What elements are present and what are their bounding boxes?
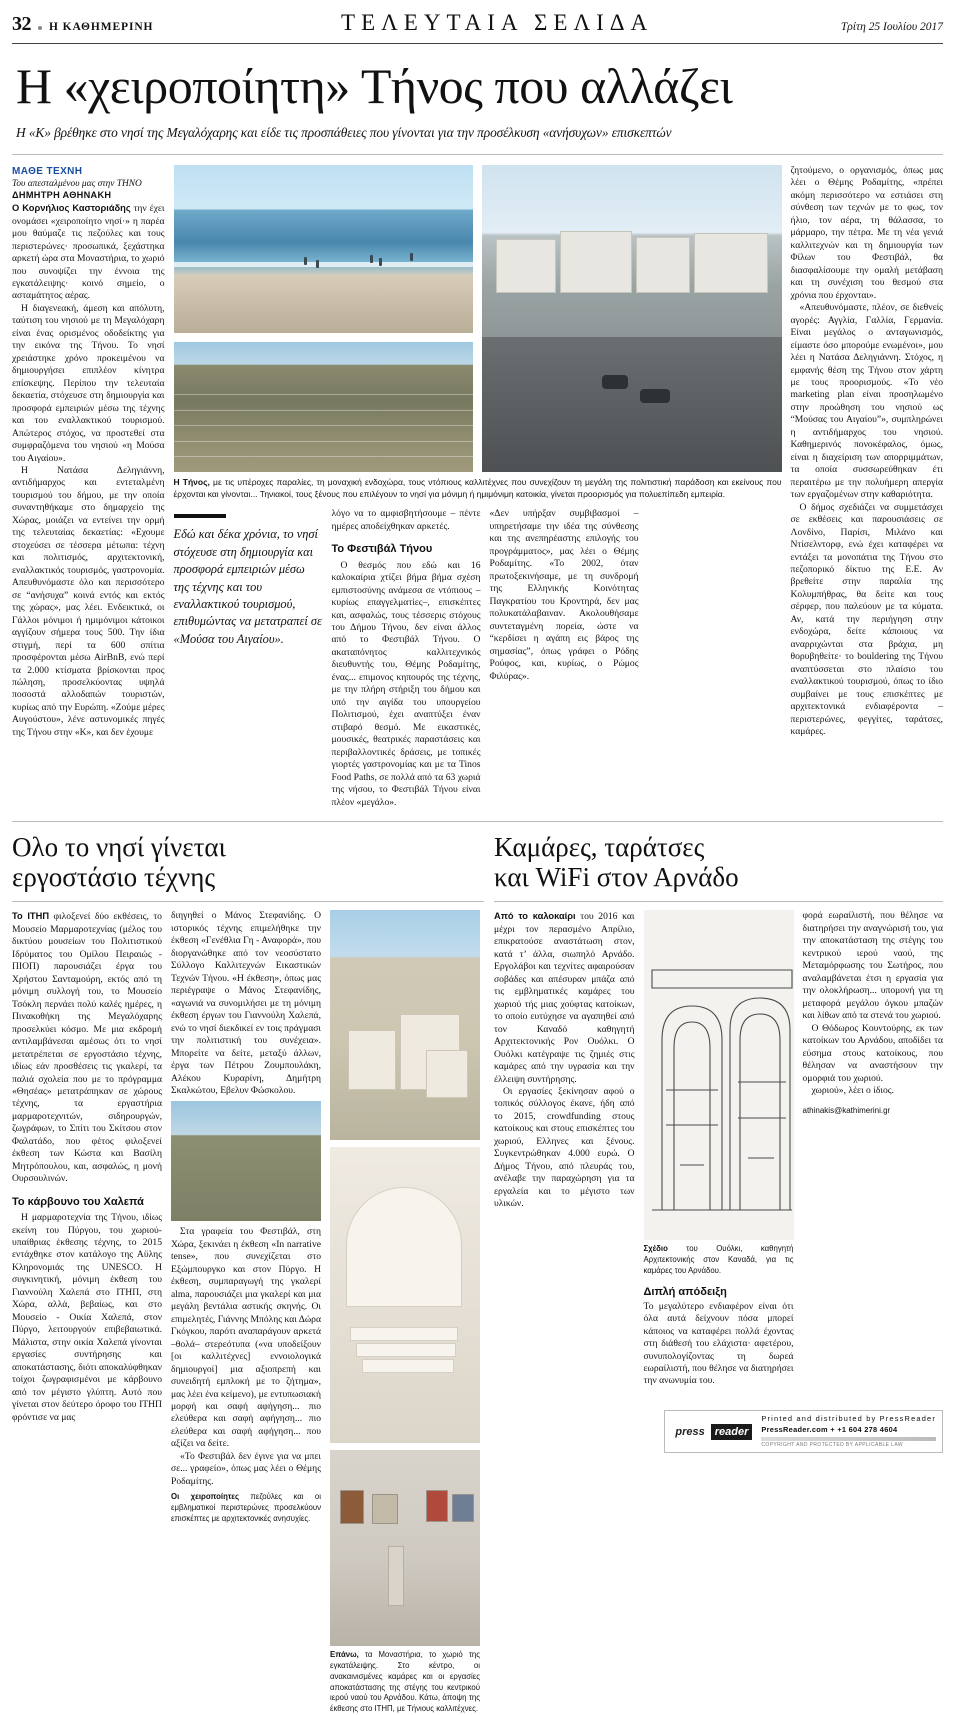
pullquote-rule (174, 514, 226, 518)
paragraph: λόγο να το αμφισβητήσουμε – πέντε ημέρες αποδείχθηκαν αρκετές. (331, 508, 481, 532)
terraces-caption (171, 1492, 321, 1524)
paragraph-text: την έχει ονομάσει «χειροποίητο νησί·» η παρέα μου θαύμαζε τις πεζούλες και τους περιστερώνες· προσωπικά, ξεχάστηκα αρκετή ώρα στα Μοναστήρια, το χωριό που συνοψίζει την έννοια της εγκατάλειψης· κοινό σημείο, ο ασταμάτητος αέρας. (12, 203, 165, 302)
top-story (12, 165, 943, 809)
headline-line-1: Καμάρες, ταράτσες (494, 832, 705, 863)
headline-line-1: Ολο το νησί γίνεται (12, 832, 226, 863)
pressreader-logo (671, 1424, 752, 1440)
paragraph (12, 202, 165, 303)
gallery-photo (330, 1450, 480, 1646)
story-left-headline (12, 833, 484, 892)
paragraph: φορά εωραίλιστή, που θέλησε να διατηρήσει την αναγνώρισή του, για την αποκατάσταση της στέγης του κεντρικού ιερού ναού, της Μεταμόρφωσης του Σωτήρος, που αναλαμβάνεται έτσι η εργασία για την ολοκλήρωση... υπομονή για τη μεταφορά μεγάλου όγκου μπαζών και λίθων από τα στενά του χωριού. (802, 910, 943, 1022)
paragraph: ζητούμενο, ο οργανισμός, όπως μας λέει ο Θέμης Ροδαμίτης, «πρέπει ακόμη περισσότερο να εστιάσει στη σύνθεση των τεχνών με το φως, τον ήλιο, τον αέρα, τη θάλασσα, το μάρμαρο, την πέτρα. Με τη νέα γενιά καλλιτεχνών και τη δημιουργία των Φίλων του Φεστιβάλ, θα διασφαλίσουμε την ομαλή μετάβαση και τη συνέχιση του θεσμού στα χρόνια που έρχονται». (790, 165, 943, 301)
hillside-photo (174, 342, 473, 472)
top-right-column (791, 165, 944, 809)
story-left (12, 833, 484, 1715)
headline-line-2: εργοστάσιο τέχνης (12, 861, 216, 892)
monastery-photo (330, 910, 480, 1140)
caption-lead: Επάνω, (330, 1650, 359, 1660)
masthead-rule (12, 43, 943, 44)
right-sketch-col (644, 910, 794, 1397)
section-divider (12, 821, 943, 822)
lead-bold: Ο Κορνήλιος Καστοριάδης (12, 203, 131, 214)
sketch-photo (644, 910, 794, 1240)
pressreader-footer (664, 1410, 943, 1453)
paragraph: Ο Θόδωρος Κουντούρης, εκ των κατοίκων του Αρνάδου, αποδίδει τα εύσημα στους κατοίκους, που θέλησαν να αναστήσουν την ομορφιά του χωριού. (802, 1022, 943, 1084)
headline-line-2: και WiFi στον Αρνάδο (494, 861, 739, 892)
sub-column-b (490, 508, 639, 809)
monastery-caption (330, 1650, 480, 1715)
subhead-festival: Το Φεστιβάλ Τήνου (331, 543, 433, 556)
story-left-columns (12, 910, 484, 1715)
top-photo-block (174, 165, 782, 809)
paragraph: «Το Φεστιβάλ δεν έγινε για να μπει σε... γραφείο», όπως μας λέει ο Θέμης Ροδαμίτης. (171, 1450, 321, 1487)
architecture-sketch-icon (644, 910, 794, 1240)
paragraph: Η μαρμαροτεχνία της Τήνου, ιδίως εκείνη του Πύργου, του χωριού-υπαίθριας έκθεσης τέχνης, το 2015 εντάχθηκε στον κατάλογο της Αϋλης Κληρονομιάς της UNESCO. Η συγκινητική, μόνιμη έκθεση του Γιαννούλη Χαλεπά στο ΙΤΗΠ, στη Χώρα, αλλά, βεβαίως, και στο Μουσείο - Οικία Χαλεπά, στον Πύργο, λειτουργούν επιβεβαιωτικά. Μάλιστα, στην οικία Χαλεπά γίνονται εργασίες συντήρησης και αποκατάστασης, διότι αποκαλύφθηκαν τοίχοι ζωγραφισμένοι με κάρβουνο από τον μέγιστο γλύπτη. Αυτό που γίνεται στον δεύτερο όροφο του ΙΤΗΠ φρόντισε να μας (12, 1212, 162, 1423)
harbour-photo (482, 165, 782, 472)
paragraph: «Απευθυνόμαστε, πλέον, σε διεθνείς αγορές: Αγγλία, Γαλλία, Γερμανία. Είναι μεγάλος ο ανταγωνισμός, είμαστε όσο μπορούμε ενωμένοι», μου λέει η Νατάσα Δεληγιάννη. Στόχος, η εμφανής θέση της Τήνου στον χάρτη με τους προορισμούς. «Το νέο marketing plan είναι προσηλωμένο στην προώθηση του νησιού ως “Μούσας του Αιγαίου”», συμπληρώνει η αντιδήμαρχος του νησιού. Καθημερινός πονοκέφαλος, όμως, είναι η διαχείριση των απορριμμάτων, τα οποία συσσωρεύθηκαν έτι περαιτέρω με την πολυήμερη απεργία των εργαζομένων στην καθαριότητα. (790, 302, 943, 501)
pressreader-bar (761, 1437, 936, 1441)
left-col-2 (171, 910, 321, 1715)
main-deck: Η «Κ» βρέθηκε στο νησί της Μεγαλόχαρης και είδε τις προσπάθειες που γίνονται για την προσέλκυση «ανήσυχων» επισκεπτών (16, 125, 672, 140)
pressreader-line-1: Printed and distributed by PressReader (761, 1414, 936, 1424)
left-col-1 (12, 910, 162, 1715)
paragraph: Η διαγενεακή, άμεση και απόλυτη, ταύτιση του νησιού με τη Μεγαλόχαρη είναι ένας ορισμένος οδοδείκτης για την εικόνα της Τήνου. Το νησί χρειάστηκε χρόνο προκειμένου να δημιουργήσει επιπλέον κίνητρα επίσκεψης. Περίπου την τελευταία δεκαετία, στόχευσε στη δημιουργία και προσφορά εμπειριών μέσω της τέχνης και του εναλλακτικού τουρισμού. Απώτερος στόχος, να προστεθεί στα συμφραζόμενα του νησιού «η Μούσα του Αιγαίου». (12, 302, 165, 464)
subhead-double-receipt: Διπλή απόδειξη (643, 1285, 727, 1298)
pullquote-column (174, 508, 323, 809)
subhead-charcoal: Το κάρβουνο του Χαλεπά (12, 1195, 144, 1208)
caption-text: του Ουόλκι, καθηγητή Αρχιτεκτονικής στον Καναδά, για τις καμάρες του Αρνάδου. (643, 1244, 794, 1275)
left-photo-col (330, 910, 480, 1715)
pressreader-text (761, 1414, 936, 1449)
paragraph: Το μεγαλύτερο ενδιαφέρον είναι ότι όλα αυτά δείχνουν πόσα μπορεί κάποιος να καταφέρει πολλά έχοντας στη διάθεσή του ελάχιστα· αφετέρου, συνυπολογίζοντας τη δωρεά εωραίλιστή, που θέλησε να διατηρήσει την ανωνυμία του. (643, 1300, 794, 1387)
caption-text: πεζούλες και οι εμβληματικοί περιστερώνες προσελκύουν επισκέπτες με αρχιτεκτονικές ανησυχίες. (171, 1492, 321, 1523)
page-number: 32 (12, 13, 31, 35)
paragraph: Ο θεσμός που εδώ και 16 καλοκαίρια χτίζει βήμα βήμα σχέση εμπιστοσύνης ανάμεσα σε ντόπιους –κυρίως επαγγελματίες–, επισκέπτες και, ασφαλώς, τους τέσσερις στόχους του Δήμου Τήνου, δεν είναι άλλος από το Φεστιβάλ Τήνου. Ο ακαταπόνητος καλλιτεχνικός διευθυντής του, Θέμης Ροδαμίτης, ένας... επιμονος κηπουρός της τέχνης, με την πλήρη στήριξη του δήμου και υπό την αιγίδα του υπουργείου Πολιτισμού, έχει αναπτύξει έναν στιβαρό θεσμό. Με εικαστικές, μουσικές, θεατρικές παραστάσεις και περιβαλλοντικές δράσεις, με τοπικές γιορτές γαστρονομίας και με τα Tinos Food Paths, σε πολλά από τα 63 χωριά της νήσου, το Φεστιβάλ Τήνου είναι πλέον «μεγάλο». (331, 559, 481, 808)
masthead (12, 0, 943, 36)
harbour-photo-wrap (482, 165, 782, 472)
paragraph (494, 910, 635, 1086)
story-right (494, 833, 943, 1715)
paragraph: Η Νατάσα Δεληγιάννη, αντιδήμαρχος και εντεταλμένη τουρισμού του δήμου, με την οποία συναντηθήκαμε στο δημαρχείο της Χώρας, μοιάζει να εντείνει την ορμή της τελευταίας δεκαετίας: «Εχουμε στοχεύσει σε τέσσερα μέτωπα: τέχνη και πολιτισμός, αρχιτεκτονική, εναλλακτικός τουρισμός, γαστρονομία. Απευθυνόμαστε όλο και περισσότερο σε “ανήσυχα” κοινά εντός και εκτός της χώρας», μας λέει. Ενδεικτικά, οι Γάλλοι μόνιμοι ή ημιμόνιμοι κάτοικοι αγγίζουν σήμερα τους 500. Την ίδια στιγμή, περί τα 600 σπίτια προσφέρονται μέσω AirBnB, ενώ περί τα 2.000 κτίσματα βρίσκονται προς πώληση, προσελκύοντας υψηλά ποσοστά αλλοδαπών τουριστών, κυρίως από την Ευρώπη. «Ζούμε μέρες Αυγούστου», λένε αστυνομικές πηγές της Τήνου στην «Κ», και δεν έχουμε (12, 465, 165, 738)
pullquote: Εδώ και δέκα χρόνια, το νησί στόχευσε στη δημιουργία και προσφορά εμπειριών μέσω της τέχνης και του εναλλακτικού τουρισμού, επιθυμώντας να μετατραπεί σε «Μούσα του Αιγαίου». (173, 527, 322, 646)
paragraph: διηγηθεί ο Μάνος Στεφανίδης. Ο ιστορικός τέχνης επιμελήθηκε την έκθεση «Γενέθλια Γη - Αναφορά», που διοργανώθηκε από τον νεοσύστατο Σύλλογο Καλλιτεχνών Εικαστικών Τεχνών Τήνου. «Η έκθεση», όπως μας περιέγραψε ο Μάνος Στεφανίδης, «αγωνιά να συνομιλήσει με τη μόνιμη έκθεση έργων του Γιαννούλη Χαλεπά, ενώ το νησί διεκδικεί εν τοις πράγμασι την πολιτιστική του συνέχεια». Μπορείτε να δείτε, μεταξύ άλλων, έργα των Πέτρου Ζουμπουλάκη, Αλέκου Κυραρίνη, Δημήτρη Σκαλκώτου, Εβελυν Φώσκολου. (171, 910, 321, 1096)
author-email[interactable]: athinakis@kathimerini.gr (802, 1106, 891, 1116)
pressreader-line-3: COPYRIGHT AND PROTECTED BY APPLICABLE LAW (761, 1441, 904, 1448)
paragraph: χωριού», λέει ο ίδιος. (811, 1084, 894, 1096)
caption-lead: Σχέδιο (643, 1244, 668, 1254)
archway-photo (330, 1147, 480, 1443)
right-col-3 (803, 910, 944, 1397)
beach-photo (174, 165, 473, 333)
deck-rule (12, 154, 943, 155)
sketch-caption (644, 1244, 794, 1276)
main-headline: Η «χειροποίητη» Τήνος που αλλάζει (16, 58, 733, 114)
logo-press: press (671, 1424, 708, 1440)
kicker: ΜΑΘΕ ΤΕΧΝΗ (12, 166, 83, 177)
byline-name: ΔΗΜΗΤΡΗ ΑΘΗΝΑΚΗ (12, 190, 112, 201)
story-right-columns (494, 910, 943, 1397)
story-right-rule (494, 901, 943, 902)
byline-from: Του απεσταλμένου μας στην ΤΗΝΟ (12, 179, 142, 189)
top-left-column (12, 165, 165, 809)
pressreader-line-2: PressReader.com + +1 604 278 4604 (761, 1425, 898, 1435)
story-left-rule (12, 901, 484, 902)
paper-name: Η ΚΑΘΗΜΕΡΙΝΗ (49, 21, 154, 33)
story-right-headline (494, 833, 943, 892)
main-photo-caption (174, 477, 782, 500)
logo-reader: reader (711, 1424, 753, 1440)
right-col-1 (494, 910, 635, 1397)
paragraph: Οι εργασίες ξεκίνησαν αφού ο τοπικός σύλλογος έκανε, ήδη από το 2015, crowdfunding στους κατοίκους και στους επισκέπτες του χωριού, Ελληνες και ξένους. Συγκεντρώθηκαν 4.000 ευρώ. Ο Δήμος Τήνου, από πλευράς του, ανέλαβε την παραχώρηση για τα εργαλεία και το μέγιστο των υλικών. (494, 1085, 635, 1210)
paragraph-text: του 2016 και μέχρι τον περασμένο Απρίλιο, επικρατούσε αναστάτωση στον, κατά τ’ άλλα, σιωπηλό Αρνάδο. Εργολάβοι και τεχνίτες αφαιρούσαν σοβάδες και απέσυραν μπάζα από τις εμβληματικές καμάρες του χωριού τής μιας χούφτας κατοίκων, το οποίο ευτύχησε να αγαπηθεί από τον Καναδό καθηγητή Αρχιτεκτονικής Ρον Ουόλκι. Ο Ουόλκι κατέγραψε τις ζημιές στις καμάρες από την υγρασία και την έλλειψη συντήρησης. (494, 911, 635, 1085)
paragraph: Ο δήμος σχεδιάζει να συμμετάσχει σε εκθέσεις και παρουσιάσεις σε Λονδίνο, Παρίσι, Μιλάνο και Ντίσελντορφ, ενώ έχει καταφέρει να εντάξει τα μονοπάτια της Τήνου στο πεζοπορικό δίκτυο της Ε.Ε. Αν βρεθείτε στην παραλία της Κολυμπήθρας, θα δείτε και τους σέρφερ, που παλεύουν με τα κύματα. Αν, κατά την περιήγηση στην ενδοχώρα, δείτε κάποιους να αναρριχώνται στα βράχια, μη θορυβηθείτε· το bouldering της Τήνου αναπτύσσεται στο πλαίσιο του εναλλακτικού τουρισμού, όπως το ίδιο συμβαίνει με τους επισκέπτες με αρχιτεκτονικά ενδιαφέροντα – περιστερώνες, φεγγίτες, ταράτσες, καμάρες. (790, 501, 943, 738)
sub-column-a (332, 508, 481, 809)
paragraph (12, 910, 162, 1185)
paragraph-text: φιλοξενεί δύο εκθέσεις, το Μουσείο Μαρμαροτεχνίας (μέλος του δικτύου μουσείων του Πολιτιστικού Ιδρύματος του Ομίλου Πειραιώς - ΠΙΟΠ) παρουσιάζει έργα του Χρήστου Σανταμούρη, εκτός από τη μόνιμη συλλογή του, το Μουσείο Τσόκλη περνάει πολύ καλές ημέρες, η Πινακοθήκη της Μεγαλόχαρης προσελκύει κόσμο. Με μια εκδρομή αντιλαμβάνεσαι αμέσως ότι το νησί μετατρέπεται σε εργοστάσιο τέχνης, ιδίως εάν προσθέσεις τις γκαλερί, τα παλιά σχολεία που με το πρόγραμμα «Θησέας» μετατράπηκαν σε χώρους τέχνης, τα εργαστήρια μαρμαροτεχνιτών, σιδηρουργών, ζωγράφων, το Σπίτι του Σκίτσου στον Φαλατάδο, που φέτος φιλοξενεί έκθεση των Κώστα και Βασίλη Μητρόπουλου, και, ασφαλώς, η μονή Ουρσουλινών. (12, 911, 162, 1185)
lead-bold: Το ΙΤΗΠ (12, 911, 50, 922)
caption-text: τα Μοναστήρια, το χωριό της εγκατάλειψης. Στο κέντρο, οι ανακαινισμένες καμάρες και οι εργασίες αποκατάστασης της στέγης του κεντρικού ιερού ναού του Αρνάδου. Κάτω, άποψη της έκθεσης στο ΙΤΗΠ, με Τήνιους καλλιτέχνες. (330, 1650, 480, 1714)
lead-bold: Από το καλοκαίρι (494, 911, 576, 922)
village-photo (171, 1101, 321, 1221)
caption-text: με τις υπέροχες παραλίες, τη μοναχική ενδοχώρα, τους ντόπιους καλλιτέχνες που συνεχίζουν τη μεγάλη της πολιτιστική παράδοση και εκείνους που έρχονται και γίνονται... Τηνιακοί, τους ξένους που επιλέγουν το νησί για μόνιμη ή ημιμόνιμη κατοικία, γίνεται προορισμός για πολυεπίπεδη εμπειρία. (173, 477, 782, 499)
paragraph: Στα γραφεία του Φεστιβάλ, στη Χώρα, ξεκινάει η έκθεση «In narrative tense», που συνεχίζεται στο Εξώμπουργκο και στον Πύργο. Η έκθεση, συμπαραγωγή της γκαλερί alma, παρουσιάζει μια γκαλερί και μια μεγάλη βεντάλια αστικής σκηνής. Οι επιμελητές, Γιάννης Μπόλης και Δώρα Γκόγκου, παρότι αναπαράγουν αρκετά –θολά– στερεότυπα («να υποδείξουν [οι καλλιτέχνες] εννοιολογικά δημιουργοί] μια αξιοπρεπή και συνειδητή εμπλοκή με το ζήτημα», μας λέει ένα κείμενο), με εντυπωσιακή μορφή και σαφή αφήγηση... πιο ελεύθερα και σαφή αφήγηση... πιο ελεύθερα και σαφή αφήγηση... που αξίζει να δείτε. (171, 1226, 321, 1450)
publication-date: Τρίτη 25 Ιουλίου 2017 (840, 21, 943, 33)
sub-columns (174, 508, 782, 809)
caption-lead: Οι χειροποίητες (171, 1492, 240, 1502)
caption-lead: Η Τήνος, (173, 477, 210, 487)
beach-photo-wrap (174, 165, 473, 472)
section-title: ΤΕΛΕΥΤΑΙΑ ΣΕΛΙΔΑ (341, 10, 654, 35)
paragraph: «Δεν υπήρξαν συμβιβασμοί – υπηρετήσαμε την ιδέα της σύνθεσης και της ανεπηρέαστης επιλογής του προγράμματος», μας λέει ο Θέμης Ροδαμίτης. «Το 2002, όταν πρωτοξεκινήσαμε, με τη συνδρομή της Ελληνικής Κοινότητας Παγκρατίου του Κροντηρά, δεν μας πολυκατάλαβαιναν. Ακολουθήσαμε συντεταγμένη πορεία, ώστε να “κερδίσει η αγάπη εις βάρος της σημασίας”, όπως γράφει ο Ρόδης Ρούφος, και, κυρίως, ο Ρώμος Φιλύρας». (489, 508, 639, 682)
bottom-section (12, 833, 943, 1715)
bullet-icon (38, 26, 42, 30)
